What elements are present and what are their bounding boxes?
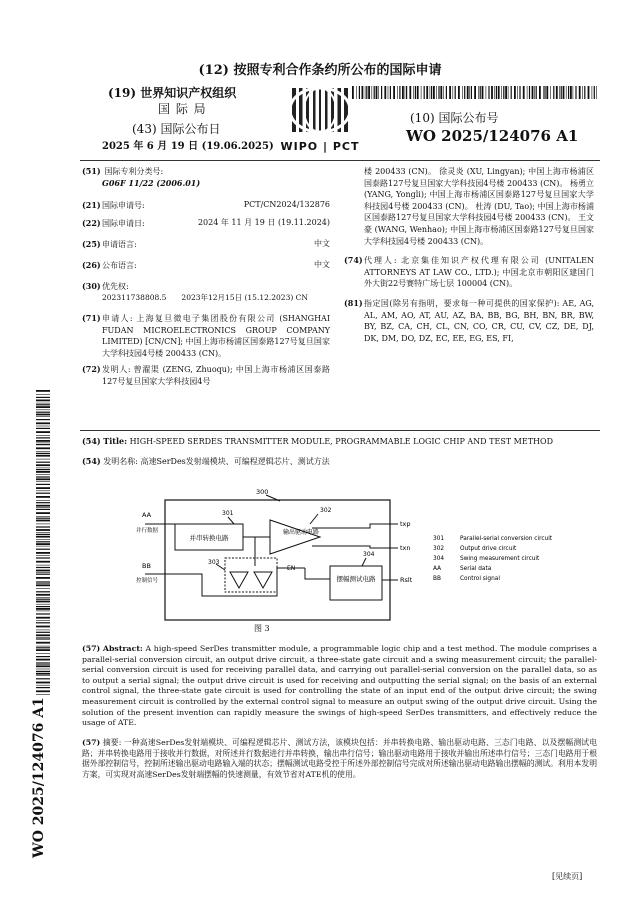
input-bb: BB <box>142 562 151 570</box>
document-title: (12) 按照专利合作条约所公布的国际申请 <box>198 63 442 78</box>
field-21-value: PCT/CN2024/132876 <box>243 200 330 209</box>
pin-en: EN <box>287 565 296 572</box>
legend-desc-304: Swing measurement circuit <box>460 556 540 562</box>
abstract-en-text: A high-speed SerDes transmitter module, a programmable logic chip and a test method. The module comprises a parallel-serial conversion circuit, an output drive circuit, a three-state gate circuit and a swing measurement circuit; the parallel-serial conversion circuit is used for receiving parallel data, and carrying out parallel-serial conversion on the parallel data, so as to output a serial signal; the output drive circuit is used for receiving and outputting the serial signal; on the basis of an external control signal, the three-state gate circuit is used for controlling the state of an input end of the output drive circuit; the swing measurement circuit is controlled by the external control signal to measure an output swing of the output drive circuit. Using the solution of the present invention can rapidly measure the swings of high-speed SerDes transmitters, and effectively reduce the usage of ATE. <box>82 644 597 728</box>
abstract-en-label: Abstract: <box>102 644 143 653</box>
field-26-label: 公布语言: <box>102 261 137 270</box>
ref-302-leader <box>310 514 318 524</box>
legend-key-bb: BB <box>433 576 441 582</box>
legend-desc-302: Output drive circuit <box>460 546 517 552</box>
field-25-value: 中文 <box>314 239 330 248</box>
input-aa: AA <box>142 511 152 519</box>
field-81-num: (81) <box>344 297 363 308</box>
legend-key-301: 301 <box>433 536 445 542</box>
field-51 <box>82 166 330 190</box>
ref-303: 303 <box>208 559 220 566</box>
field-81 <box>344 298 594 344</box>
title-en-text: HIGH-SPEED SERDES TRANSMITTER MODULE, PROGRAMMABLE LOGIC CHIP AND TEST METHOD <box>129 437 553 446</box>
ref-300: 300 <box>256 488 269 496</box>
line-bb-304 <box>305 568 330 579</box>
ref-302: 302 <box>320 507 332 514</box>
tristate-303-box <box>225 558 277 592</box>
barcode-top <box>352 86 597 99</box>
legend-key-302: 302 <box>433 546 445 552</box>
ref-304: 304 <box>363 551 375 558</box>
legend-key-aa: AA <box>433 566 442 572</box>
pub-no: WO 2025/124076 A1 <box>406 127 579 145</box>
abstract-cn-text: 一种高速SerDes发射端模块、可编程逻辑芯片、测试方法，该模块包括：并串转换电路、输出驱动电路、三态门电路、以及摆幅测试电路；并串转换电路用于接收并行数据，对所述并行数据进行并串转换，输出串行信号；输出驱动电路用于接收并输出所述串行信号；三态门电路用于根据外部控制信号，控制所述输出驱动电路输入端的状态；摆幅测试电路受控于所述外部控制信号完成对所述输出驱动电路输出摆幅的测试。利用本发明方案，可实现对高速SerDes发射端摆幅的快速测量，有效节省对ATE机的使用。 <box>82 738 597 779</box>
field-74-text: 代理人: 北京集佳知识产权代理有限公司 (UNITALEN ATTORNEYS AT LAW CO., LTD.); 中国北京市朝阳区建国门外大街22号赛特广场七层 100004 (CN)。 <box>364 256 594 289</box>
ref-304-leader <box>362 558 366 566</box>
field-30-label: 优先权: <box>102 282 129 291</box>
abstract-cn-label: 摘要: <box>102 738 122 747</box>
ref-301: 301 <box>222 510 234 517</box>
line-txp <box>312 524 398 528</box>
legend-key-304: 304 <box>433 556 445 562</box>
title-cn-label: 发明名称: <box>103 457 138 466</box>
field-25-num: (25) <box>82 239 101 249</box>
pin-txp: txp <box>400 520 411 528</box>
input-aa-sub: 并行数据 <box>136 528 159 534</box>
pub-date: 2025 年 6 月 19 日 (19.06.2025) <box>102 141 274 152</box>
ref-301-leader <box>228 517 234 524</box>
field-72-continued: 楼 200433 (CN)。 徐灵炎 (XU, Lingyan); 中国上海市杨浦区国泰路127号复旦国家大学科技园4号楼 200433 (CN)。 杨勇立 (YANG, Yongli); 中国上海市杨浦区国泰路127号复旦国家大学科技园4号楼 200433 (CN)。 杜涛 (DU, Tao); 中国上海市杨浦区国泰路127号复旦国家大学科技园4号楼 200433 (CN)。 王文豪 (WANG, Wenhao); 中国上海市杨浦区国泰路127号复旦国家大学科技园4号楼 200433 (CN)。 <box>364 167 594 246</box>
pin-txn: txn <box>400 544 411 552</box>
title-cn-num: (54) <box>82 456 101 466</box>
legend-desc-bb: Control signal <box>460 576 500 582</box>
title-english <box>82 436 597 448</box>
field-51-label: 国际专利分类号: <box>104 167 164 176</box>
header-rule <box>80 160 600 161</box>
abstract-cn-num: (57) <box>82 738 101 747</box>
spine-barcode <box>36 390 50 695</box>
continued-note: [见续页] <box>552 872 583 881</box>
pub-date-label: (43) 国际公布日 <box>132 122 221 136</box>
box-301-label: 并串转换电路 <box>189 534 229 542</box>
field-30 <box>82 281 330 311</box>
field-21 <box>82 200 330 218</box>
title-cn-text: 高速SerDes发射端模块、可编程逻辑芯片、测试方法 <box>140 457 330 466</box>
field-72-num: (72) <box>82 364 101 375</box>
ref-303-leader <box>216 564 225 570</box>
field-25 <box>82 239 330 260</box>
field-26-value: 中文 <box>314 260 330 269</box>
box-302-label: 输出驱动电路 <box>283 529 320 536</box>
field-21-num: (21) <box>82 200 101 210</box>
figure-caption: 图 3 <box>254 624 270 633</box>
field-72-text: 发明人: 曾濯渠 (ZENG, Zhuoqu); 中国上海市杨浦区国泰路127号复旦国家大学科技园4号 <box>102 365 330 386</box>
field-51-value: G06F 11/22 (2006.01) <box>102 177 201 188</box>
box-304 <box>330 566 382 600</box>
field-22-label: 国际申请日: <box>102 219 145 228</box>
right-column <box>344 166 594 344</box>
field-21-label: 国际申请号: <box>102 201 145 210</box>
legend-desc-aa: Serial data <box>460 566 492 572</box>
field-81-text: 指定国(除另有指明，要求每一种可提供的国家保护): AE, AG, AL, AM, AO, AT, AU, AZ, BA, BB, BG, BH, BN, BR, BW, BY, BZ, CA, CH, CL, CN, CO, CR, CU, CV, CZ, DE, DJ, DK, DM, DO, DZ, EC, EE, EG, ES, FI, <box>364 298 594 343</box>
input-bb-sub: 控制信号 <box>136 578 159 584</box>
field-71-text: 申请人: 上海复旦微电子集团股份有限公司 (SHANGHAI FUDAN MICROELECTRONICS GROUP COMPANY LIMITED) [CN/CN]; 中国上海市杨浦区国泰路127号复旦国家大学科技园4号楼 200433 (CN)。 <box>102 314 330 358</box>
driver-302 <box>270 520 320 554</box>
field-26 <box>82 260 330 281</box>
field-71 <box>82 313 330 359</box>
abstract-english <box>82 644 597 729</box>
spine-pub-no: WO 2025/124076 A1 <box>31 697 47 858</box>
field-30-value: 202311738808.5 2023年12月15日 (15.12.2023) CN <box>102 292 308 302</box>
field-51-num: (51) <box>82 166 101 176</box>
pin-rslt: Rslt <box>400 576 413 584</box>
pub-no-label: (10) 国际公布号 <box>410 111 499 125</box>
field-22-value: 2024 年 11 月 19 日 (19.11.2024) <box>197 218 330 227</box>
abstract-chinese <box>82 738 597 780</box>
wipo-pct-label: WIPO | PCT <box>280 140 360 153</box>
field-26-num: (26) <box>82 260 101 270</box>
line-txn <box>312 546 398 548</box>
field-74 <box>344 255 594 290</box>
legend-desc-301: Parallel-serial conversion circuit <box>460 536 553 542</box>
field-74-num: (74) <box>344 255 363 266</box>
circuit-diagram <box>130 484 590 626</box>
org-bureau: 国 际 局 <box>158 102 207 116</box>
left-column <box>82 166 330 388</box>
field-22 <box>82 218 330 236</box>
title-en-label: Title: <box>103 436 128 446</box>
field-22-num: (22) <box>82 218 101 228</box>
org-name: (19) 世界知识产权组织 <box>108 86 237 100</box>
field-30-num: (30) <box>82 281 101 291</box>
tristate-gate-2 <box>254 572 272 588</box>
field-72 <box>82 364 330 387</box>
tristate-gate-1 <box>230 572 248 588</box>
title-chinese <box>82 456 597 468</box>
title-en-num: (54) <box>82 436 101 446</box>
field-25-label: 申请语言: <box>102 240 137 249</box>
box-304-label: 摆幅测试电路 <box>336 575 376 583</box>
figure-legend <box>433 536 553 582</box>
abstract-en-num: (57) <box>82 644 101 653</box>
field-71-num: (71) <box>82 313 101 323</box>
title-rule <box>80 430 600 431</box>
